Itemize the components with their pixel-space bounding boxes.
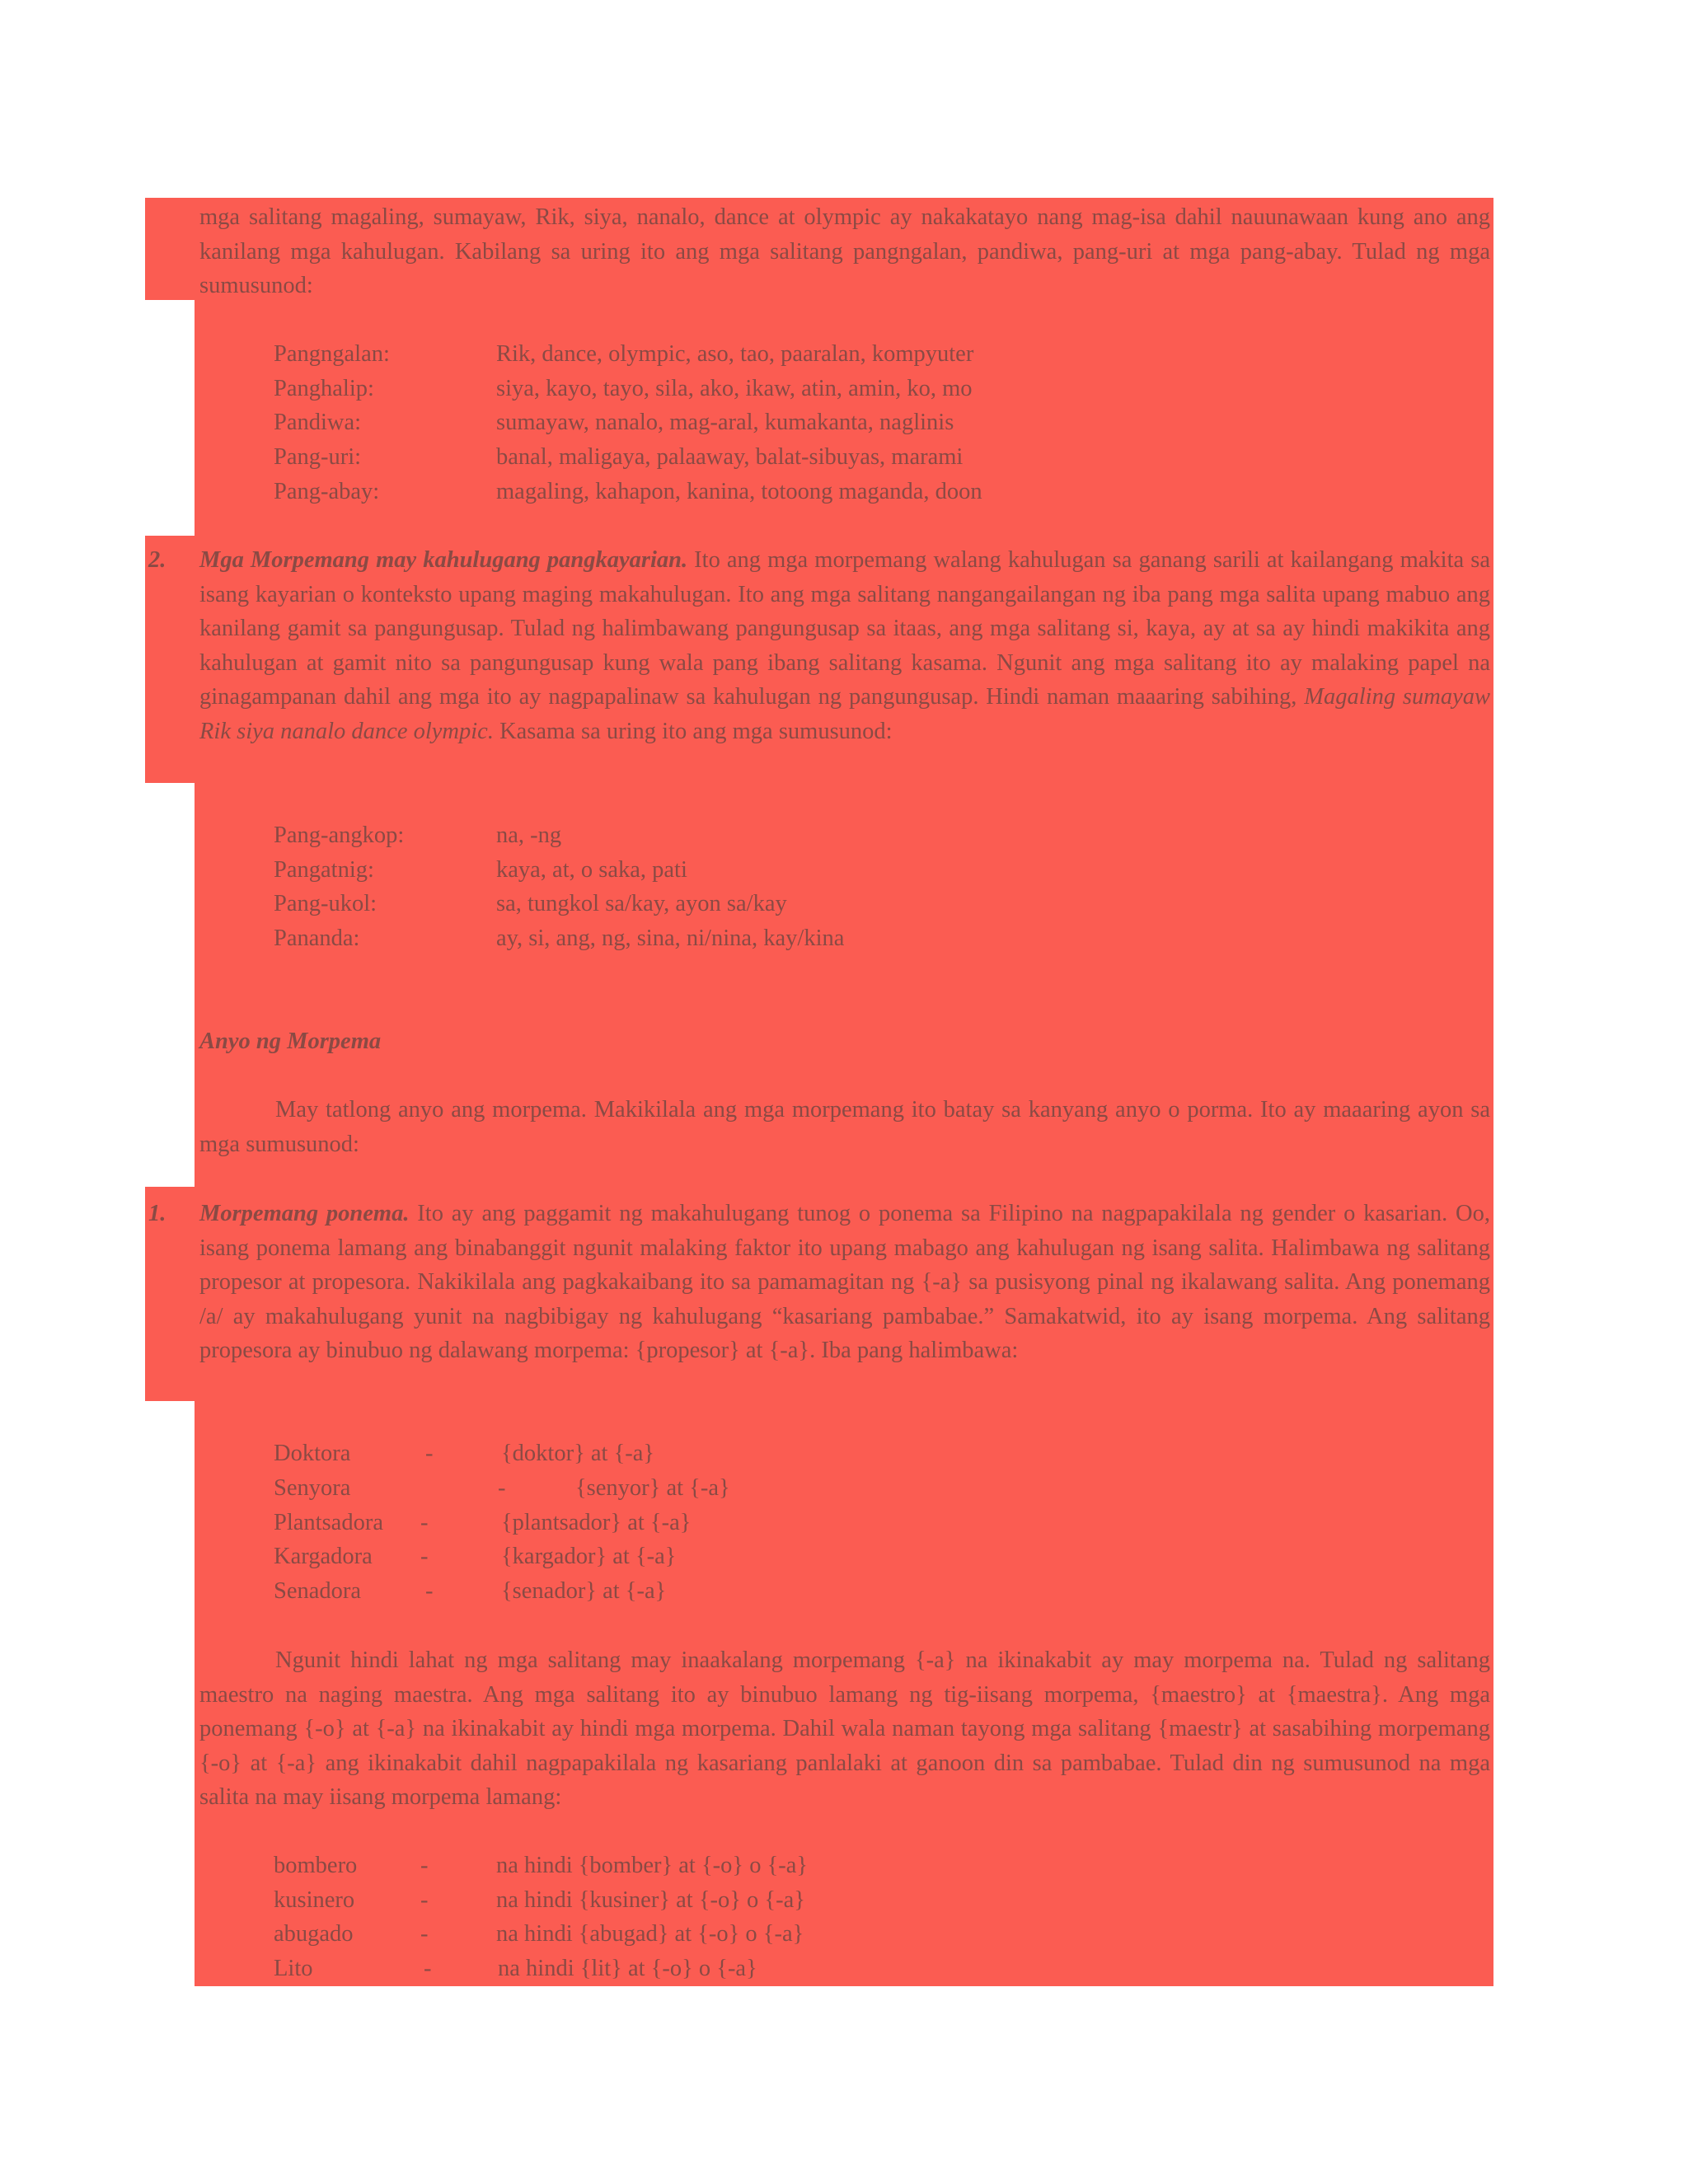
list-item-term: Pangatnig: xyxy=(274,857,374,883)
list-item-definition: siya, kayo, tayo, sila, ako, ikaw, atin, amin, ko, mo xyxy=(496,376,973,401)
section-heading: Anyo ng Morpema xyxy=(199,1029,382,1054)
list-item-definition: Rik, dance, olympic, aso, tao, paaralan, kompyuter xyxy=(496,341,974,367)
list-item-morphemes: na hindi {kusiner} at {-o} o {-a} xyxy=(496,1887,805,1913)
list-item-term: Panghalip: xyxy=(274,376,374,401)
list-item-dash: - xyxy=(420,1921,429,1947)
list-item-dash: - xyxy=(420,1887,429,1913)
list-item-definition: ay, si, ang, ng, sina, ni/nina, kay/kina xyxy=(496,926,845,951)
list-number: 1. xyxy=(148,1201,166,1226)
list-item-term: Plantsadora xyxy=(274,1510,383,1535)
item-text: Ito ang mga morpemang walang kahulugan sa ganang sarili at kailangang makita sa isang kayarian o konteksto upang maging makahulugan. Ito ang mga salitang nangangailangan ng iba pang mga salita upang mabuo ang kanilang gamit sa pangungusap. Tulad ng halimbawang pangungusap sa itaas, ang mga salitang si, kaya, ay at sa ay hindi makikita ang kahulugan at gamit nito sa pangungusap kung wala pang ibang salitang kasama. Ngunit ang mga salitang ito ay malaking papel na ginagampanan dahil ang mga ito ay nagpapalinaw sa kahulugan ng pangungusap. Hindi naman maaaring sabihing, xyxy=(199,547,1490,710)
list-item-morphemes: {senador} at {-a} xyxy=(501,1578,667,1604)
list-item-morphemes: {plantsador} at {-a} xyxy=(501,1510,692,1535)
list-item-dash: - xyxy=(420,1544,429,1569)
item-lead: Morpemang ponema. xyxy=(199,1201,410,1226)
item-tail: Kasama sa uring ito ang mga sumusunod: xyxy=(493,718,893,744)
example-sentence: Magaling sumayaw Rik siya nanalo dance olympic. xyxy=(199,684,1490,744)
list-item-definition: magaling, kahapon, kanina, totoong maganda, doon xyxy=(496,479,982,504)
list-item-term: Senadora xyxy=(274,1578,362,1604)
list-item-morphemes: {doktor} at {-a} xyxy=(501,1441,655,1466)
list-item-term: Pang-abay: xyxy=(274,479,380,504)
list-item-term: Kargadora xyxy=(274,1544,373,1569)
list-item-term: Pang-uri: xyxy=(274,444,362,470)
list-item-term: Senyora xyxy=(274,1475,351,1501)
list-item-morphemes: {senyor} at {-a} xyxy=(575,1475,730,1501)
list-item-dash: - xyxy=(420,1853,429,1878)
list-item-dash: - xyxy=(425,1578,434,1604)
list-item-term: Pang-angkop: xyxy=(274,823,405,848)
list-item-dash: - xyxy=(424,1956,432,1981)
list-item-term: kusinero xyxy=(274,1887,355,1913)
list-item-term: bombero xyxy=(274,1853,358,1878)
list-item-morphemes: na hindi {lit} at {-o} o {-a} xyxy=(498,1956,757,1981)
intro-paragraph: mga salitang magaling, sumayaw, Rik, siya, nanalo, dance at olympic ay nakakatayo nang mag-isa dahil nauunawaan kung ano ang kanilang mga kahulugan. Kabilang sa uring ito ang mga salitang pangngalan, pandiwa, pang-uri at mga pang-abay. Tulad ng mga sumusunod: xyxy=(199,204,1490,299)
list-item-morphemes: na hindi {bomber} at {-o} o {-a} xyxy=(496,1853,809,1878)
list-item-term: Pangngalan: xyxy=(274,341,390,367)
list-item-term: Pang-ukol: xyxy=(274,891,377,916)
item-lead: Mga Morpemang may kahulugang pangkayarian. xyxy=(199,547,688,573)
list-item-definition: banal, maligaya, palaaway, balat-sibuyas, marami xyxy=(496,444,964,470)
list-item-definition: sumayaw, nanalo, mag-aral, kumakanta, naglinis xyxy=(496,410,954,435)
list-item-definition: na, -ng xyxy=(496,823,562,848)
list-item-dash: - xyxy=(420,1510,429,1535)
item-text: Ito ay ang paggamit ng makahulugang tunog o ponema sa Filipino na nagpapakilala ng gender o kasarian. Oo, isang ponema lamang ang binabanggit ngunit malaking faktor ito upang mabago ang kahulugan ng isang salita. Halimbawa ng salitang propesor at propesora. Nakikilala ang pagkakaibang ito sa pamamagitan ng {-a} sa pusisyong pinal ng ikalawang salita. Ang ponemang /a/ ay makahulugang yunit na nagbibigay ng kahulugang “kasariang pambabae.” Samakatwid, ito ay isang morpema. Ang salitang propesora ay binubuo ng dalawang morpema: {propesor} at {-a}. Iba pang halimbawa: xyxy=(199,1201,1490,1364)
list-item-dash: - xyxy=(425,1441,434,1466)
anyo-paragraph: May tatlong anyo ang morpema. Makikilala ang mga morpemang ito batay sa kanyang anyo o porma. Ito ay maaaring ayon sa mga sumusunod: xyxy=(199,1097,1490,1157)
ponema-paragraph xyxy=(199,1197,1490,1368)
ngunit-paragraph: Ngunit hindi lahat ng mga salitang may inaakalang morpemang {-a} na ikinakabit ay may morpema na. Tulad ng salitang maestro na naging maestra. Ang mga salitang ito ay binubuo lamang ng tig-iisang morpema, {maestro} at {maestra}. Ang mga ponemang {-o} at {-a} na ikinakabit ay hindi mga morpema. Dahil wala naman tayong mga salitang {maestr} at sasabihing morpemang {-o} at {-a} ang ikinakabit dahil nagpapakilala ng kasariang panlalaki at ganoon din sa pambabae. Tulad din ng sumusunod na mga salita na may iisang morpema lamang: xyxy=(199,1647,1490,1811)
pangkayarian-paragraph xyxy=(199,543,1490,749)
list-item-dash: - xyxy=(498,1475,506,1501)
list-number: 2. xyxy=(148,547,166,573)
list-item-morphemes: na hindi {abugad} at {-o} o {-a} xyxy=(496,1921,804,1947)
list-item-definition: sa, tungkol sa/kay, ayon sa/kay xyxy=(496,891,787,916)
list-item-term: Lito xyxy=(274,1956,313,1981)
list-item-term: Pananda: xyxy=(274,926,360,951)
list-item-term: Pandiwa: xyxy=(274,410,362,435)
list-item-definition: kaya, at, o saka, pati xyxy=(496,857,687,883)
list-item-term: Doktora xyxy=(274,1441,351,1466)
list-item-morphemes: {kargador} at {-a} xyxy=(501,1544,677,1569)
list-item-term: abugado xyxy=(274,1921,354,1947)
